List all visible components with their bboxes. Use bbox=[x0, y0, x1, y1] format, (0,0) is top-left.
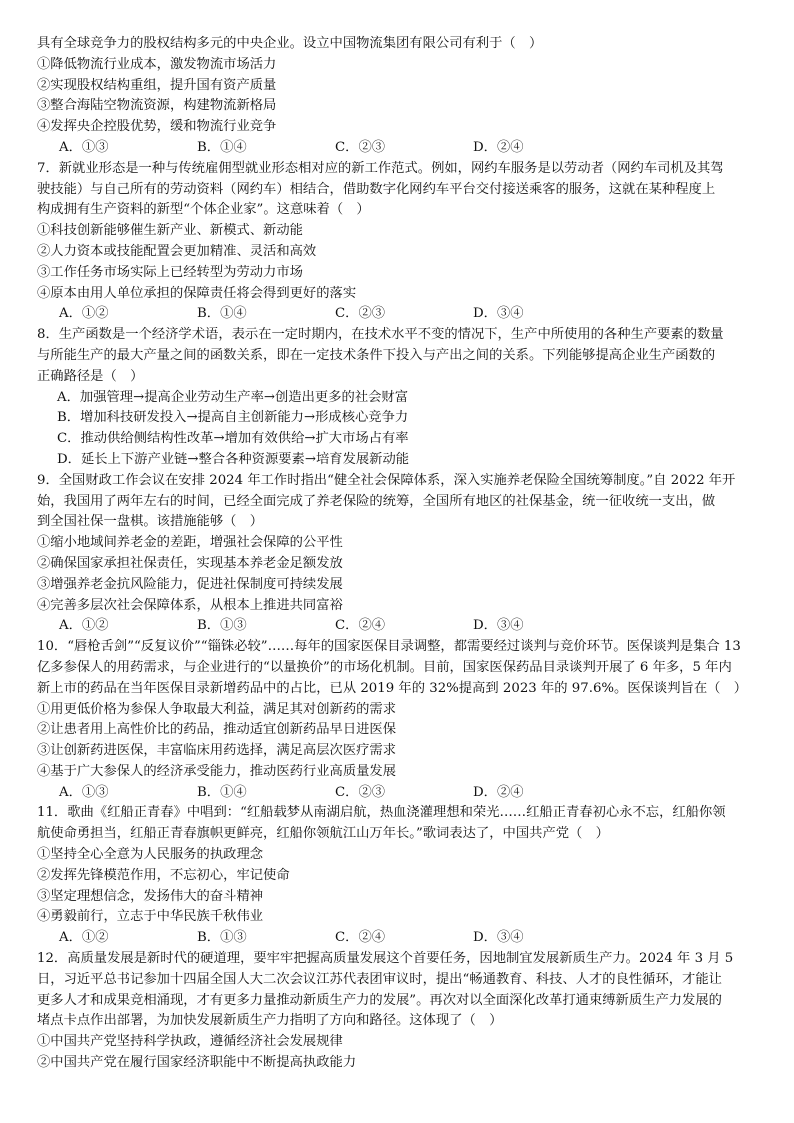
statement-1: ①降低物流行业成本，激发物流市场活力 bbox=[37, 56, 277, 72]
statement-1: ①缩小地域间养老金的差距，增强社会保障的公平性 bbox=[37, 535, 343, 551]
option-c: C．②④ bbox=[335, 930, 386, 946]
statement-4: ④原本由用人单位承担的保障责任将会得到更好的落实 bbox=[37, 285, 357, 301]
question-9-stem-line-3: 到全国社保一盘棋。该措施能够（ ） bbox=[37, 514, 264, 530]
statement-4: ④发挥央企控股优势，缓和物流行业竞争 bbox=[37, 119, 277, 135]
question-10 bbox=[37, 637, 774, 803]
option-b: B．①③ bbox=[197, 618, 247, 634]
option-c: C．②③ bbox=[335, 139, 386, 155]
option-b: B．①④ bbox=[197, 306, 247, 322]
statement-2: ②让患者用上高性价比的药品，推动适宜创新药品早日进医保 bbox=[37, 722, 397, 738]
question-6 bbox=[37, 34, 774, 159]
statement-2: ②确保国家承担社保责任，实现基本养老金足额发放 bbox=[37, 555, 343, 571]
option-c: C．②④ bbox=[335, 618, 386, 634]
choice-a: A．加强管理→提高企业劳动生产率→创造出更多的社会财富 bbox=[57, 389, 409, 405]
option-d: D．②④ bbox=[473, 139, 524, 155]
statement-4: ④基于广大参保人的经济承受能力，推动医药行业高质量发展 bbox=[37, 763, 397, 779]
option-a: A．①② bbox=[59, 306, 109, 322]
question-9-stem-line-2: 始，我国用了两年左右的时间，已经全面完成了养老保险的统筹，全国所有地区的社保基金，统一征收统一支出，做 bbox=[37, 493, 716, 509]
question-10-stem-line-1: 10．“唇枪舌剑”“反复议价”“锱铢必较”……每年的国家医保目录调整，都需要经过谈判与竞价环节。医保谈判是集合 13 bbox=[37, 639, 741, 655]
question-12 bbox=[37, 949, 774, 1074]
statement-1: ①坚持全心全意为人民服务的执政理念 bbox=[37, 847, 264, 863]
question-7-stem-line-2: 驶技能）与自己所有的劳动资料（网约车）相结合，借助数字化网约车平台交付接送乘客的服务，这就在某种程度上 bbox=[37, 181, 716, 197]
question-10-stem-line-3: 新上市的药品在当年医保目录新增药品中的占比，已从 2019 年的 32%提高到 2023 年的 97.6%。医保谈判旨在（ ） bbox=[37, 680, 748, 696]
question-12-stem-line-4: 堵点卡点作出部署，为加快发展新质生产力指明了方向和路径。这体现了（ ） bbox=[37, 1013, 503, 1029]
question-9-stem-line-1: 9．全国财政工作会议在安排 2024 年工作时指出“健全社会保障体系，深入实施养老保险全国统筹制度。”自 2022 年开 bbox=[37, 472, 736, 488]
question-8-stem-line-3: 正确路径是（ ） bbox=[37, 368, 144, 384]
statement-2: ②实现股权结构重组，提升国有资产质量 bbox=[37, 77, 277, 93]
option-a: A．①② bbox=[59, 618, 109, 634]
question-9 bbox=[37, 471, 774, 637]
option-b: B．①④ bbox=[197, 784, 247, 800]
question-7-stem-line-1: 7．新就业形态是一种与传统雇佣型就业形态相对应的新工作范式。例如，网约车服务是以劳动者（网约车司机及其驾 bbox=[37, 160, 724, 176]
question-8-stem-line-1: 8．生产函数是一个经济学术语，表示在一定时期内，在技术水平不变的情况下，生产中所使用的各种生产要素的数量 bbox=[37, 327, 724, 343]
statement-3: ③增强养老金抗风险能力，促进社保制度可持续发展 bbox=[37, 576, 343, 592]
option-b: B．①④ bbox=[197, 139, 247, 155]
option-d: D．③④ bbox=[473, 618, 524, 634]
statement-3: ③整合海陆空物流资源，构建物流新格局 bbox=[37, 98, 277, 114]
statement-3: ③让创新药进医保，丰富临床用药选择，满足高层次医疗需求 bbox=[37, 743, 397, 759]
question-11-stem-line-1: 11．歌曲《红船正青春》中唱到：“红船载梦从南湖启航，热血浇灌理想和荣光……红船正青春初心永不忘，红船你领 bbox=[37, 805, 726, 821]
question-10-stem-line-2: 亿多参保人的用药需求，与企业进行的“以量换价”的市场化机制。目前，国家医保药品目录谈判开展了 6 年多，5 年内 bbox=[37, 659, 732, 675]
option-a: A．①③ bbox=[59, 784, 109, 800]
question-7 bbox=[37, 159, 774, 325]
question-12-stem-line-2: 日，习近平总书记参加十四届全国人大二次会议江苏代表团审议时，提出“畅通教育、科技、人才的良性循环，才能让 bbox=[37, 971, 722, 987]
statement-2: ②发挥先锋模范作用，不忘初心，牢记使命 bbox=[37, 867, 290, 883]
question-12-stem-line-1: 12．高质量发展是新时代的硬道理，要牢牢把握高质量发展这个首要任务，因地制宜发展新质生产力。2024 年 3 月 5 bbox=[37, 951, 734, 967]
choice-d: D．延长上下游产业链→整合各种资源要素→培育发展新动能 bbox=[57, 451, 410, 467]
statement-2: ②中国共产党在履行国家经济职能中不断提高执政能力 bbox=[37, 1055, 357, 1071]
statement-2: ②人力资本或技能配置会更加精准、灵活和高效 bbox=[37, 243, 317, 259]
option-c: C．②③ bbox=[335, 784, 386, 800]
answer-options bbox=[37, 783, 774, 804]
question-7-stem-line-3: 构成拥有生产资料的新型“个体企业家”。这意味着（ ） bbox=[37, 202, 370, 218]
choice-c: C．推动供给侧结构性改革→增加有效供给→扩大市场占有率 bbox=[57, 431, 409, 447]
statement-3: ③坚定理想信念，发扬伟大的奋斗精神 bbox=[37, 888, 264, 904]
option-c: C．②③ bbox=[335, 306, 386, 322]
option-d: D．③④ bbox=[473, 930, 524, 946]
statement-1: ①用更低价格为参保人争取最大利益，满足其对创新药的需求 bbox=[37, 701, 397, 717]
answer-options bbox=[37, 138, 774, 159]
answer-options bbox=[37, 616, 774, 637]
option-d: D．③④ bbox=[473, 306, 524, 322]
option-d: D．②④ bbox=[473, 784, 524, 800]
choice-b: B．增加科技研发投入→提高自主创新能力→形成核心竞争力 bbox=[57, 410, 409, 426]
answer-options bbox=[37, 304, 774, 325]
question-11-stem-line-2: 航使命勇担当，红船正青春旗帜更鲜亮，红船你领航江山万年长。”歌词表达了，中国共产党（ ） bbox=[37, 826, 609, 842]
statement-4: ④勇毅前行，立志于中华民族千秋伟业 bbox=[37, 909, 264, 925]
statement-3: ③工作任务市场实际上已经转型为劳动力市场 bbox=[37, 264, 303, 280]
option-a: A．①③ bbox=[59, 139, 109, 155]
question-8 bbox=[37, 325, 774, 471]
option-a: A．①② bbox=[59, 930, 109, 946]
question-12-stem-line-3: 更多人才和成果竞相涌现，才有更多力量推动新质生产力的发展”。再次对以全面深化改革打通束缚新质生产力发展的 bbox=[37, 992, 722, 1008]
statement-4: ④完善多层次社会保障体系，从根本上推进共同富裕 bbox=[37, 597, 343, 613]
option-b: B．①③ bbox=[197, 930, 247, 946]
statement-1: ①科技创新能够催生新产业、新模式、新动能 bbox=[37, 223, 303, 239]
answer-options bbox=[37, 928, 774, 949]
question-6-stem: 具有全球竞争力的股权结构多元的中央企业。设立中国物流集团有限公司有利于（ ） bbox=[37, 36, 543, 51]
question-11 bbox=[37, 803, 774, 949]
question-8-stem-line-2: 与所能生产的最大产量之间的函数关系，即在一定技术条件下投入与产出之间的关系。下列能够提高企业生产函数的 bbox=[37, 347, 716, 363]
statement-1: ①中国共产党坚持科学执政，遵循经济社会发展规律 bbox=[37, 1034, 343, 1050]
